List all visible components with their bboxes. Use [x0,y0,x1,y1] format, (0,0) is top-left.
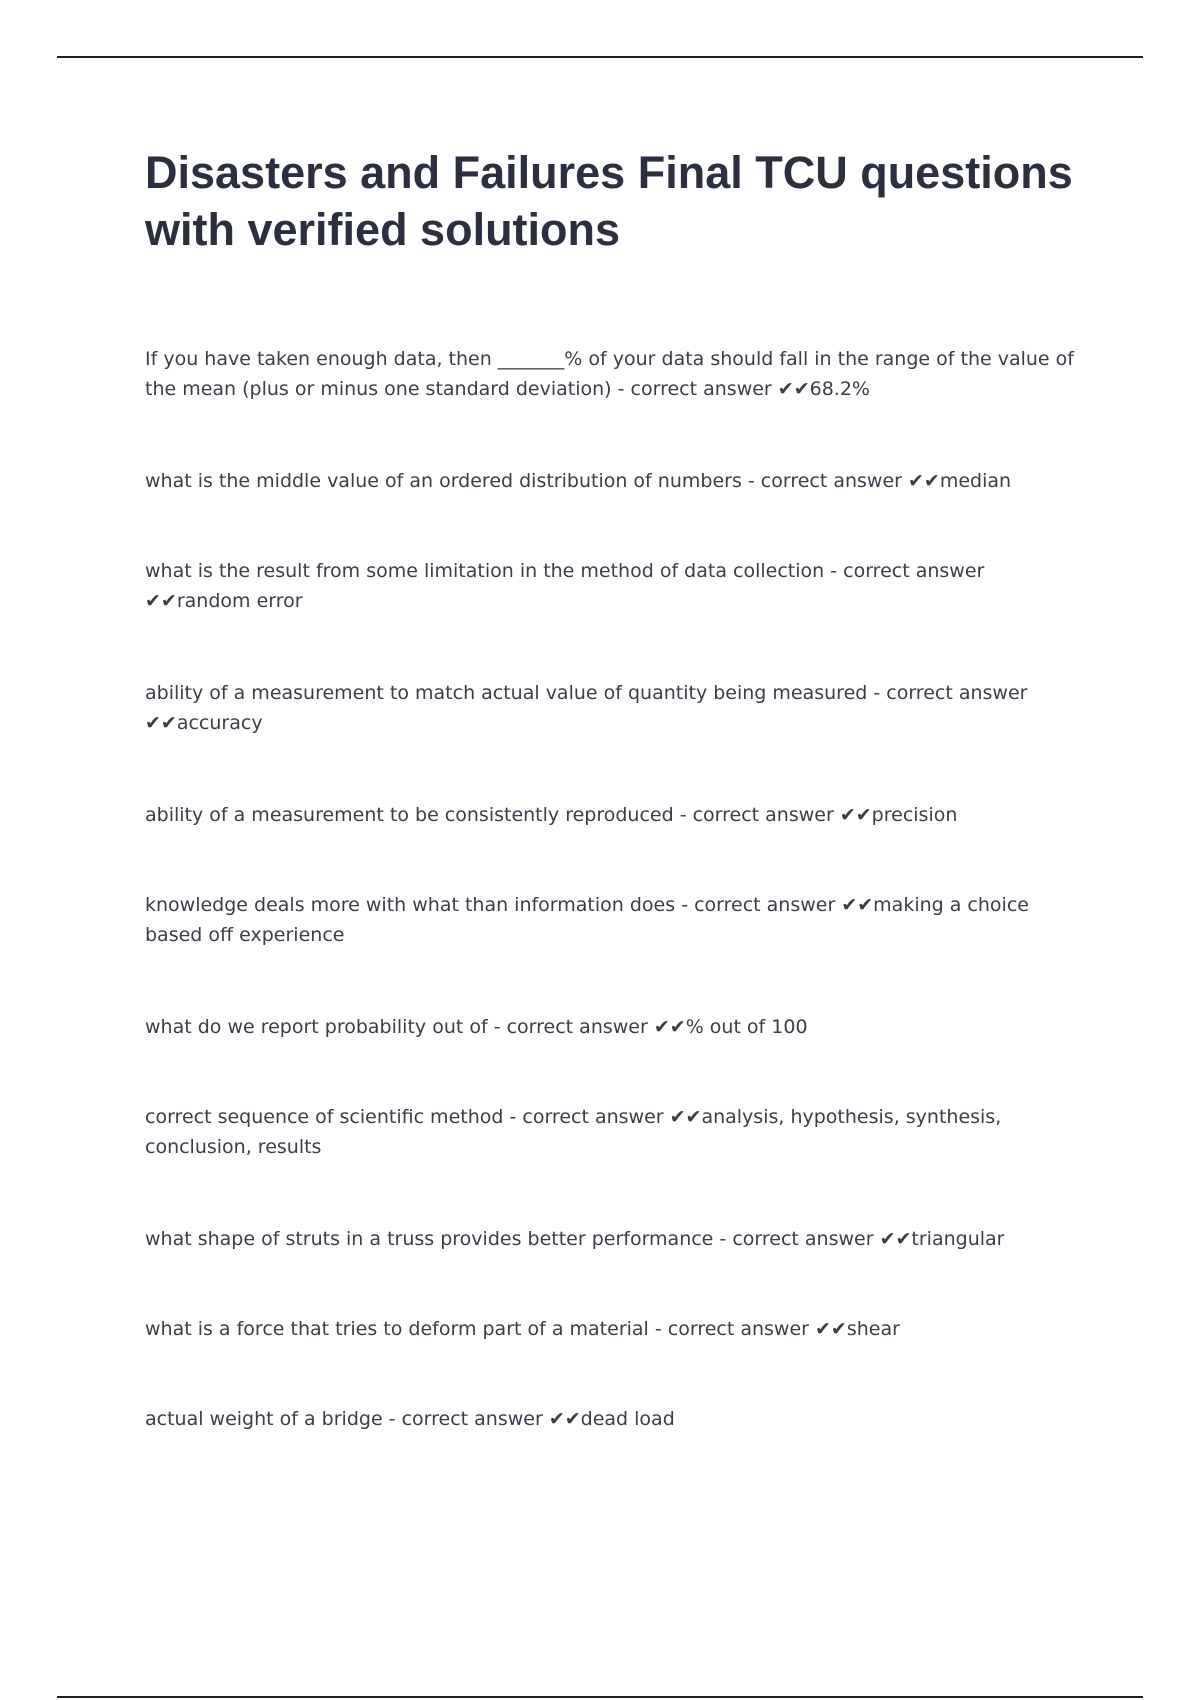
check-icon: ✔✔ [815,1318,847,1340]
check-icon: ✔✔ [145,590,177,612]
qa-item [145,466,1080,496]
answer-separator: - correct answer [867,682,1028,704]
qa-item [145,1102,1080,1162]
answer-text: analysis, hypothesis, synthesis, conclusion, results [145,1106,1002,1158]
check-icon: ✔✔ [839,804,872,826]
question-text: ability of a measurement to match actual value of quantity being measured [145,682,868,704]
answer-text: making a choice based off experience [145,894,1029,946]
answer-text: shear [846,1318,900,1340]
question-text: knowledge deals more with what than information does [145,894,676,916]
answer-separator: - correct answer [487,1016,654,1038]
answer-separator: - correct answer [824,560,985,582]
answer-separator: - correct answer [382,1408,549,1430]
qa-item [145,678,1080,738]
question-text: ability of a measurement to be consistently reproduced [145,804,674,826]
answer-separator: - correct answer [741,470,909,492]
qa-item [145,1012,1080,1042]
check-icon: ✔✔ [669,1106,702,1128]
check-icon: ✔✔ [548,1408,581,1430]
question-text: what is the middle value of an ordered distribution of numbers [145,470,742,492]
qa-item [145,344,1080,404]
answer-separator: - correct answer [648,1318,816,1340]
check-icon: ✔✔ [841,894,874,916]
qa-item [145,1224,1080,1254]
check-icon: ✔✔ [879,1228,912,1250]
question-text: what do we report probability out of [145,1016,488,1038]
answer-separator: - correct answer [673,804,840,826]
check-icon: ✔✔ [777,378,810,400]
answer-separator: - correct answer [611,378,778,400]
qa-item [145,890,1080,950]
top-divider [57,56,1143,58]
question-text: actual weight of a bridge [145,1408,383,1430]
qa-item [145,1404,1080,1434]
check-icon: ✔✔ [908,470,940,492]
qa-item [145,800,1080,830]
question-text: what shape of struts in a truss provides better performance [145,1228,714,1250]
question-text: what is the result from some limitation in the method of data collection [145,560,825,582]
answer-text: median [939,470,1012,492]
document-title: Disasters and Failures Final TCU questions with verified solutions [145,147,1073,255]
answer-text: triangular [911,1228,1005,1250]
qa-item [145,1314,1080,1344]
answer-separator: - correct answer [713,1228,880,1250]
answer-text: random error [176,590,303,612]
answer-text: 68.2% [809,378,870,400]
answer-separator: - correct answer [675,894,842,916]
check-icon: ✔✔ [653,1016,686,1038]
answer-text: precision [871,804,958,826]
answer-text: % out of 100 [685,1016,808,1038]
answer-text: dead load [580,1408,675,1430]
question-list [145,344,1080,1494]
question-text: what is a force that tries to deform part of a material [145,1318,649,1340]
qa-item [145,556,1080,616]
question-text: correct sequence of scientific method [145,1106,504,1128]
answer-separator: - correct answer [503,1106,670,1128]
check-icon: ✔✔ [145,712,177,734]
answer-text: accuracy [176,712,263,734]
bottom-divider [57,1696,1143,1698]
question-text: If you have taken enough data, then _______% of your data should fall in the range of the value of the mean (plus or minus one standard deviation) [145,348,1074,400]
